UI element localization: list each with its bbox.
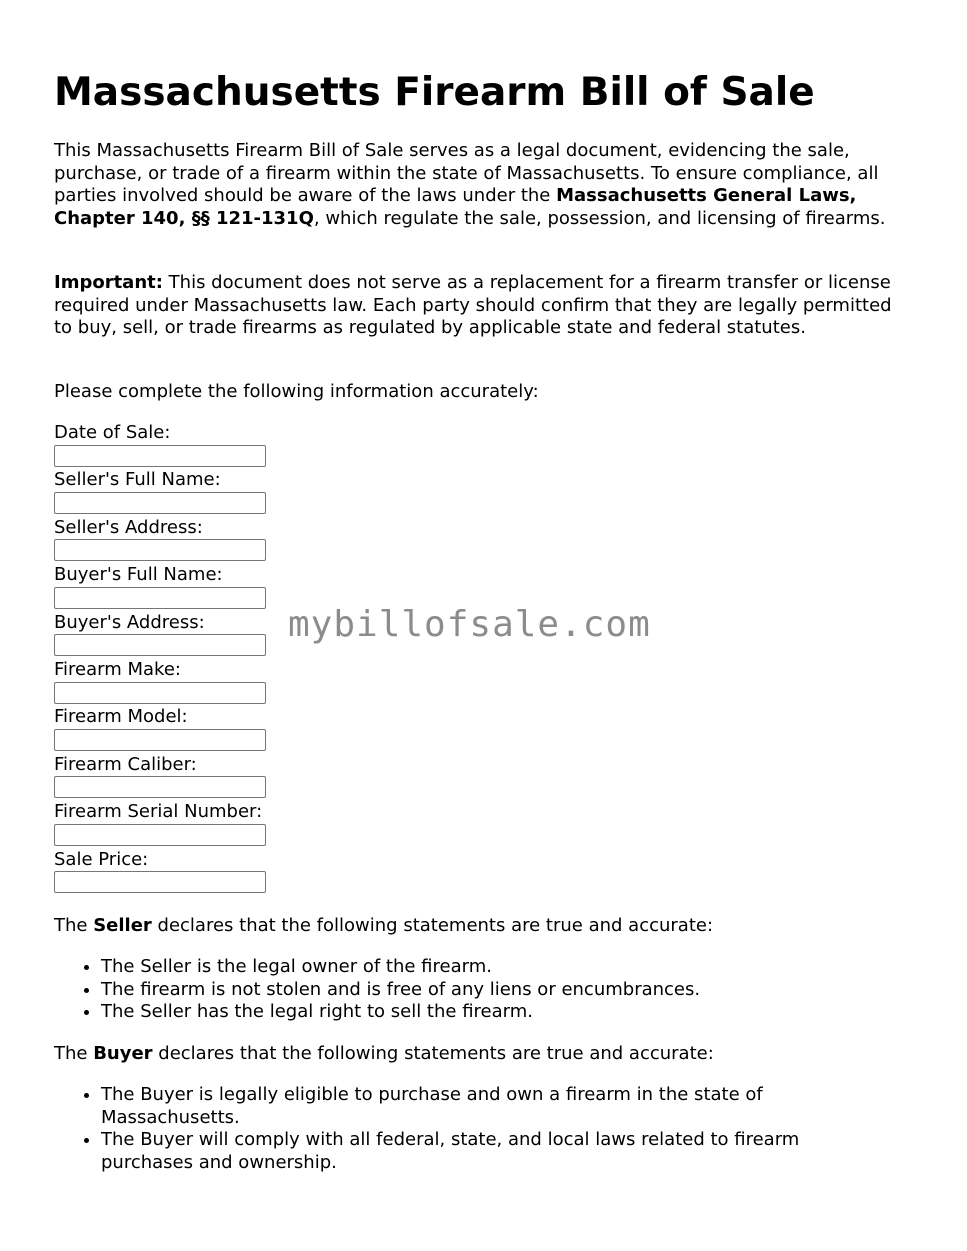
buyer-declaration-prefix: The bbox=[54, 1043, 94, 1064]
field-seller-full-name bbox=[54, 469, 374, 516]
document-title: Massachusetts Firearm Bill of Sale bbox=[54, 70, 815, 115]
watermark: mybillofsale.com bbox=[288, 604, 651, 645]
intro-text-after: , which regulate the sale, possession, and licensing of firearms. bbox=[313, 207, 886, 229]
important-text: This document does not serve as a replacement for a firearm transfer or license required under Massachusetts law. Each party should confirm that they are legally permitted to buy, sell, or trade firearms as regulated by applicable state and federal statutes. bbox=[54, 272, 892, 339]
field-date-of-sale bbox=[54, 422, 374, 469]
buyer-declaration-heading bbox=[54, 1043, 914, 1066]
field-label: Firearm Model: bbox=[54, 706, 188, 728]
field-firearm-make bbox=[54, 659, 374, 706]
field-label: Buyer's Address: bbox=[54, 611, 205, 633]
field-label: Sale Price: bbox=[54, 848, 149, 870]
sale-form bbox=[54, 422, 374, 896]
field-label: Seller's Full Name: bbox=[54, 469, 221, 491]
sale-price-input[interactable] bbox=[54, 871, 266, 893]
firearm-model-input[interactable] bbox=[54, 729, 266, 751]
field-label: Firearm Caliber: bbox=[54, 753, 197, 775]
list-item: • The Seller has the legal right to sell the firearm. bbox=[101, 1001, 861, 1024]
date-of-sale-input[interactable] bbox=[54, 445, 266, 467]
list-item: • The firearm is not stolen and is free of any liens or encumbrances. bbox=[101, 979, 861, 1002]
list-item: • The Seller is the legal owner of the firearm. bbox=[101, 956, 861, 979]
buyer-address-input[interactable] bbox=[54, 634, 266, 656]
seller-statements-list bbox=[54, 956, 861, 1024]
field-firearm-serial-number bbox=[54, 801, 374, 848]
important-label: Important: bbox=[54, 272, 163, 293]
seller-declaration-prefix: The bbox=[54, 915, 94, 936]
field-firearm-caliber bbox=[54, 754, 374, 801]
field-firearm-model bbox=[54, 706, 374, 753]
field-label: Buyer's Full Name: bbox=[54, 564, 223, 586]
field-seller-address bbox=[54, 517, 374, 564]
seller-declaration-suffix: declares that the following statements are true and accurate: bbox=[151, 915, 714, 936]
seller-declaration-heading bbox=[54, 915, 914, 938]
list-item: • The Buyer is legally eligible to purchase and own a firearm in the state of Massachusetts. bbox=[101, 1084, 861, 1129]
buyer-declaration-suffix: declares that the following statements are true and accurate: bbox=[152, 1043, 714, 1064]
seller-address-input[interactable] bbox=[54, 539, 266, 561]
instructions-text: Please complete the following information accurately: bbox=[54, 381, 539, 402]
field-label: Firearm Serial Number: bbox=[54, 801, 263, 823]
field-label: Seller's Address: bbox=[54, 516, 203, 538]
field-sale-price bbox=[54, 849, 374, 896]
firearm-caliber-input[interactable] bbox=[54, 776, 266, 798]
intro-paragraph bbox=[54, 140, 914, 230]
buyer-full-name-input[interactable] bbox=[54, 587, 266, 609]
buyer-party-label: Buyer bbox=[93, 1043, 153, 1064]
buyer-statements-list bbox=[54, 1084, 861, 1174]
intro-text-before: This Massachusetts Firearm Bill of Sale serves as a legal document, evidencing the sale, purchase, or trade of a firearm within the state of Massachusetts. To ensure compliance, all parties involved should be aware of the laws under the bbox=[54, 140, 879, 207]
list-item: • The Buyer will comply with all federal, state, and local laws related to firearm purchases and ownership. bbox=[101, 1129, 861, 1174]
field-label: Date of Sale: bbox=[54, 422, 171, 443]
field-label: Firearm Make: bbox=[54, 658, 181, 680]
seller-party-label: Seller bbox=[93, 915, 152, 936]
firearm-serial-number-input[interactable] bbox=[54, 824, 266, 846]
firearm-make-input[interactable] bbox=[54, 682, 266, 704]
important-notice bbox=[54, 272, 914, 340]
seller-full-name-input[interactable] bbox=[54, 492, 266, 514]
intro-law-reference: Massachusetts General Laws, Chapter 140, §§ 121-131Q bbox=[54, 185, 857, 229]
